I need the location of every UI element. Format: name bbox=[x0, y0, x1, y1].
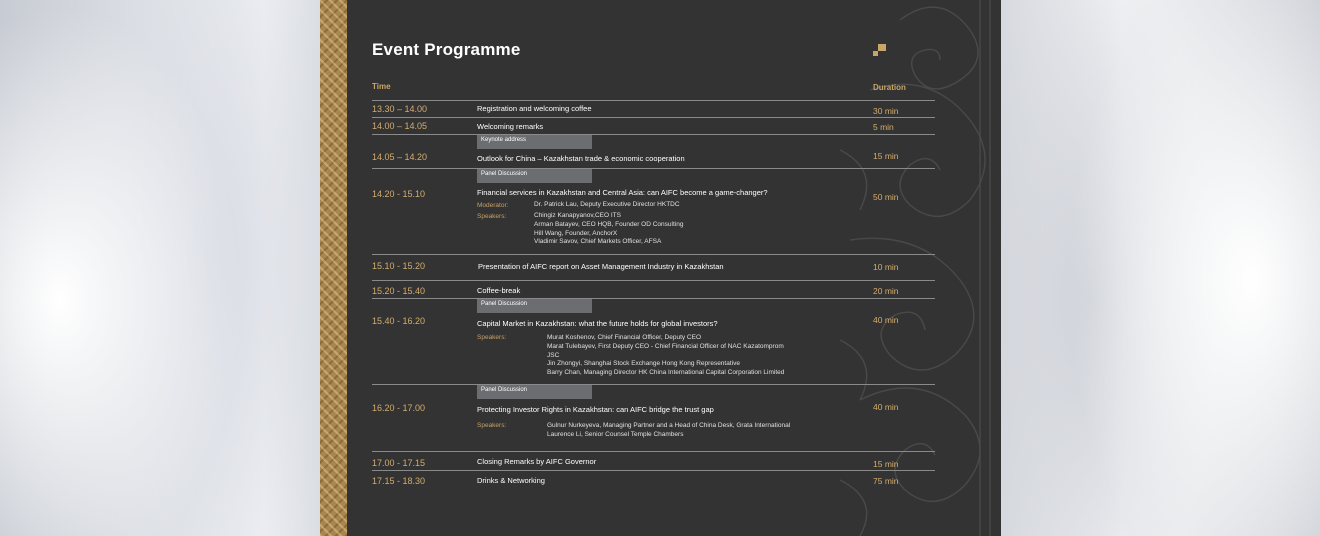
row-event: Closing Remarks by AIFC Governor bbox=[477, 457, 597, 466]
ornament-pattern-icon bbox=[840, 0, 1001, 536]
row-duration: 75 min bbox=[873, 476, 899, 486]
row-time: 15.10 - 15.20 bbox=[372, 261, 426, 271]
speakers-label: Speakers: bbox=[477, 334, 507, 341]
duration-column-header: Duration bbox=[873, 83, 906, 92]
speaker: Barry Chan, Managing Director HK China International Capital Corporation Limited bbox=[547, 369, 785, 377]
row-duration: 40 min bbox=[873, 315, 899, 325]
row-time: 17.00 - 17.15 bbox=[372, 458, 426, 468]
time-column-header: Time bbox=[372, 82, 391, 91]
session-tag: Panel Discussion bbox=[477, 299, 592, 313]
divider bbox=[372, 384, 935, 385]
moderator-name: Dr. Patrick Lau, Deputy Executive Director HKTDC bbox=[534, 201, 680, 208]
row-time: 14.20 - 15.10 bbox=[372, 189, 426, 199]
session-tag: Panel Discussion bbox=[477, 385, 592, 399]
event-programme-poster bbox=[320, 0, 1001, 536]
session-tag: Keynote address bbox=[477, 135, 592, 149]
row-duration: 5 min bbox=[873, 122, 894, 132]
speaker: Murat Koshenov, Chief Financial Officer, Deputy CEO bbox=[547, 334, 702, 341]
speaker: Gulnur Nurkeyeva, Managing Partner and a Head of China Desk, Grata International bbox=[547, 422, 791, 429]
speaker: Chingiz Kanapyanov,CEO ITS bbox=[534, 212, 621, 219]
speakers-list bbox=[547, 334, 784, 378]
speaker: Arman Batayev, CEO HQB, Founder OD Consulting bbox=[534, 220, 684, 228]
row-time: 14.05 – 14.20 bbox=[372, 152, 428, 162]
speakers-label: Speakers: bbox=[477, 213, 507, 220]
page-title: Event Programme bbox=[372, 40, 521, 59]
row-duration: 10 min bbox=[873, 262, 899, 272]
speaker: Hill Wang, Founder, AnchorX bbox=[534, 229, 618, 237]
speaker: Jin Zhongyi, Shanghai Stock Exchange Hong Kong Representative bbox=[547, 360, 740, 368]
row-event: Outlook for China – Kazakhstan trade & economic cooperation bbox=[477, 154, 685, 163]
row-event: Protecting Investor Rights in Kazakhstan: can AIFC bridge the trust gap bbox=[477, 405, 714, 414]
row-event: Coffee-break bbox=[477, 286, 521, 295]
speakers-label: Speakers: bbox=[477, 422, 507, 429]
row-time: 15.40 - 16.20 bbox=[372, 316, 426, 326]
row-event: Drinks & Networking bbox=[477, 476, 545, 485]
row-event: Welcoming remarks bbox=[477, 122, 544, 131]
speakers-list bbox=[547, 422, 790, 440]
row-duration: 30 min bbox=[873, 106, 899, 116]
speakers-list bbox=[534, 212, 683, 247]
row-event: Registration and welcoming coffee bbox=[477, 104, 592, 113]
row-time: 16.20 - 17.00 bbox=[372, 403, 426, 413]
gold-squares-icon bbox=[873, 44, 886, 56]
row-time: 15.20 - 15.40 bbox=[372, 286, 426, 296]
divider bbox=[372, 117, 935, 118]
speaker: Laurence Li, Senior Counsel Temple Chambers bbox=[547, 430, 684, 438]
row-duration: 20 min bbox=[873, 286, 899, 296]
row-duration: 40 min bbox=[873, 402, 899, 412]
row-event: Capital Market in Kazakhstan: what the future holds for global investors? bbox=[477, 319, 718, 328]
row-event: Presentation of AIFC report on Asset Management Industry in Kazakhstan bbox=[478, 262, 724, 271]
speaker: Vladimir Savov, Chief Markets Officer, AFSA bbox=[534, 238, 662, 246]
divider bbox=[372, 280, 935, 281]
divider bbox=[372, 168, 935, 169]
divider bbox=[372, 470, 935, 471]
row-duration: 50 min bbox=[873, 192, 899, 202]
divider bbox=[372, 298, 935, 299]
divider bbox=[372, 254, 935, 255]
session-tag: Panel Discussion bbox=[477, 169, 592, 183]
row-time: 14.00 – 14.05 bbox=[372, 121, 428, 131]
divider bbox=[372, 134, 935, 135]
row-time: 13.30 – 14.00 bbox=[372, 104, 428, 114]
gold-pattern-border bbox=[320, 0, 347, 536]
speaker: Marat Tulebayev, First Deputy CEO - Chief Financial Officer of NAC Kazatomprom bbox=[547, 342, 784, 350]
row-event: Financial services in Kazakhstan and Central Asia: can AIFC become a game-changer? bbox=[477, 188, 768, 197]
divider bbox=[372, 451, 935, 452]
row-duration: 15 min bbox=[873, 459, 899, 469]
divider bbox=[372, 100, 935, 101]
row-duration: 15 min bbox=[873, 151, 899, 161]
row-time: 17.15 - 18.30 bbox=[372, 476, 426, 486]
speaker: JSC bbox=[547, 351, 560, 359]
moderator-label: Moderator: bbox=[477, 202, 509, 209]
